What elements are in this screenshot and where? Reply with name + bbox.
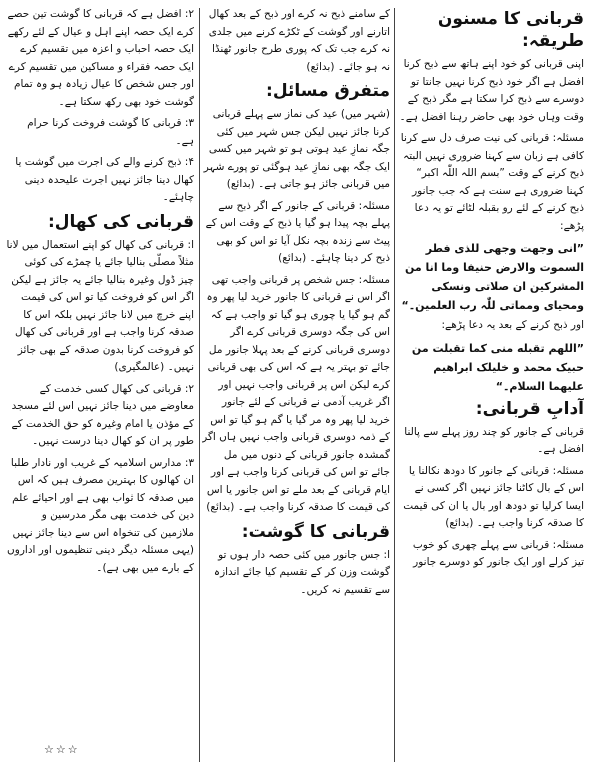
paragraph: مسئلہ: قربانی کی نیت صرف دل سے کرنا کافی ہے زبان سے کہنا ضروری نہیں البتہ ذبح کرنے کے وقت ”بسم اللہ اللّٰہ اکبر“ کہنا ضروری ہے سنت ہے کہ جب جانور ذبح کرنے کے لئے رو بقبلہ لٹائے تو یہ دعا پڑھے: — [400, 132, 584, 232]
end-stars: ☆☆☆ — [44, 743, 80, 756]
paragraph: مسئلہ: جس شخص پر قربانی واجب تھی اگر اس نے قربانی کا جانور خرید لیا پھر وہ گم ہو گیا یا چوری ہو گیا تو واجب ہے کہ اس کی جگہ دوسری قربانی کرے اگر دوسری قربانی کرنے کے بعد پہلا جانور مل جائے تو بہتر یہ ہے کہ اس کی بھی قربانی کرے لیکن اس پر قربانی واجب نہیں اور اگر غریب آدمی نے قربانی کے لئے جانور خرید لیا پھر وہ مر گیا یا گم ہو گیا تو اس کے ذمہ دوسری قربانی واجب نہیں ہاں اگر گمشدہ جانور قربانی کے دنوں میں مل جائے تو اس کی قربانی کرنا واجب ہے اور ایام قربانی کے بعد ملے تو اس جانور یا اس کی قیمت کا صدقہ کرنا واجب ہے۔ (بدائع) — [202, 273, 390, 513]
paragraph: ا: جس جانور میں کئی حصہ دار ہوں تو گوشت وزن کر کے تقسیم کیا جائے اندازہ سے تقسیم نہ کریں۔ — [213, 548, 390, 596]
paragraph: مسئلہ: قربانی کے جانور کا دودھ نکالنا یا اس کے بال کاٹنا جائز نہیں اگر کسی نے ایسا کرلیا تو دودھ اور بال یا ان کی قیمت کا صدقہ کرنا واجب ہے۔ (بدائع) — [403, 464, 584, 529]
paragraph: قربانی کے جانور کو چند روز پہلے سے پالنا افضل ہے۔ — [404, 425, 584, 455]
arabic-dua: ”انی وجهت وجهی للذی فطر السموت والارض حنیفا وما انا من المشرکین ان صلاتی ونسکی ومحیای ومماتی للّٰہ رب العلمین۔“ — [401, 242, 584, 312]
left-column — [6, 6, 194, 764]
heading-hide: قربانی کی کھال: — [47, 211, 194, 232]
heading-misc-issues: متفرق مسائل: — [266, 81, 390, 101]
column-divider — [199, 8, 200, 762]
paragraph: (شہر میں) عید کی نماز سے پہلے قربانی کرنا جائز نہیں لیکن جس شہر میں کئی جگہ نمازِ عید ہوتی ہو تو شہر میں کسی ایک جگہ بھی نمازِ عید ہوگئی تو پورے شہر میں قربانی جائز ہو جاتی ہے۔ (بدائع) — [203, 108, 390, 190]
heading-meat: قربانی کا گوشت: — [241, 521, 390, 542]
heading-etiquette: آدابِ قربانی: — [475, 398, 584, 419]
paragraph: ۳: قربانی کا گوشت فروخت کرنا حرام ہے۔ — [27, 117, 194, 147]
paragraph: اور ذبح کرنے کے بعد یہ دعا پڑھے: — [441, 319, 584, 331]
middle-column — [202, 6, 390, 764]
heading-sunnah-method: قربانی کا مسنون طریقہ: — [437, 9, 584, 51]
paragraph: ۲: افضل ہے کہ قربانی کا گوشت تین حصے کرے ایک حصہ اپنے اہل و عیال کے لئے رکھے ایک حصہ احباب و اعزہ میں تقسیم کرے ایک حصہ فقراء و مساکین میں تقسیم کرے اور جس شخص کا عیال زیادہ ہو وہ تمام گوشت خود بھی رکھ سکتا ہے۔ — [7, 8, 194, 108]
paragraph: اپنی قربانی کو خود اپنے ہاتھ سے ذبح کرنا افضل ہے اگر خود ذبح کرنا نہیں جانتا تو دوسرے سے ذبح کرا سکتا ہے مگر ذبح کے وقت وہاں خود بھی حاضر رہنا افضل ہے۔ — [399, 58, 584, 123]
paragraph: مسئلہ: قربانی سے پہلے چھری کو خوب تیز کرلے اور ایک جانور کو دوسرے جانور — [412, 538, 584, 568]
paragraph: ۲: قربانی کی کھال کسی خدمت کے معاوضے میں دینا جائز نہیں اس لئے مسجد کے مؤذن یا امام وغیرہ کو حق الخدمت کے طور پر ان کو کھال دینا درست نہیں۔ — [11, 382, 194, 447]
column-divider — [394, 8, 395, 762]
paragraph: ۴: ذبح کرنے والے کی اجرت میں گوشت یا کھال دینا جائز نہیں اجرت علیحدہ دینی چاہئے۔ — [15, 156, 194, 203]
arabic-dua: ”اللهم تقبله منی کما تقبلت من حبیک محمد و خلیلک ابراهیم علیهما السلام۔“ — [411, 341, 584, 393]
paragraph: ۳: مدارس اسلامیہ کے غریب اور نادار طلبا ان کھالوں کا بہترین مصرف ہیں کہ اس میں صدقہ کا ثواب بھی ہے اور احیائے علم دین کی خدمت بھی مگر مدرسین و ملازمین کی تنخواہ اس سے دینا جائز نہیں (یہی مسئلہ دیگر دینی تنظیموں اور اداروں کے بارے میں بھی ہے)۔ — [7, 456, 194, 574]
paragraph: کے سامنے ذبح نہ کرے اور ذبح کے بعد کھال اتارنے اور گوشت کے ٹکڑے کرنے میں جلدی نہ کرے جب تک کہ پوری طرح جانور ٹھنڈا نہ ہو جائے۔ (بدائع) — [208, 8, 390, 73]
right-column — [398, 6, 584, 764]
paragraph: ا: قربانی کی کھال کو اپنے استعمال میں لانا مثلاً مصلّی بنالیا جائے یا چمڑے کی کوئی چیز ڈول وغیرہ بنالیا جائے یہ جائز ہے لیکن اگر اس کو فروخت کیا تو اس کی قیمت اپنے خرچ میں لانا جائز نہیں بلکہ اس کا صدقہ کرنا واجب ہے اور قربانی کی کھال کو فروخت کرنا بدون صدقہ کے بھی جائز نہیں۔ (عالمگیری) — [6, 238, 194, 373]
paragraph: مسئلہ: قربانی کے جانور کے اگر ذبح سے پہلے بچہ پیدا ہو گیا یا ذبح کے وقت اس کے پیٹ سے زندہ بچہ نکل آیا تو اس کو بھی ذبح کر دینا چاہئے۔ (بدائع) — [205, 199, 390, 264]
